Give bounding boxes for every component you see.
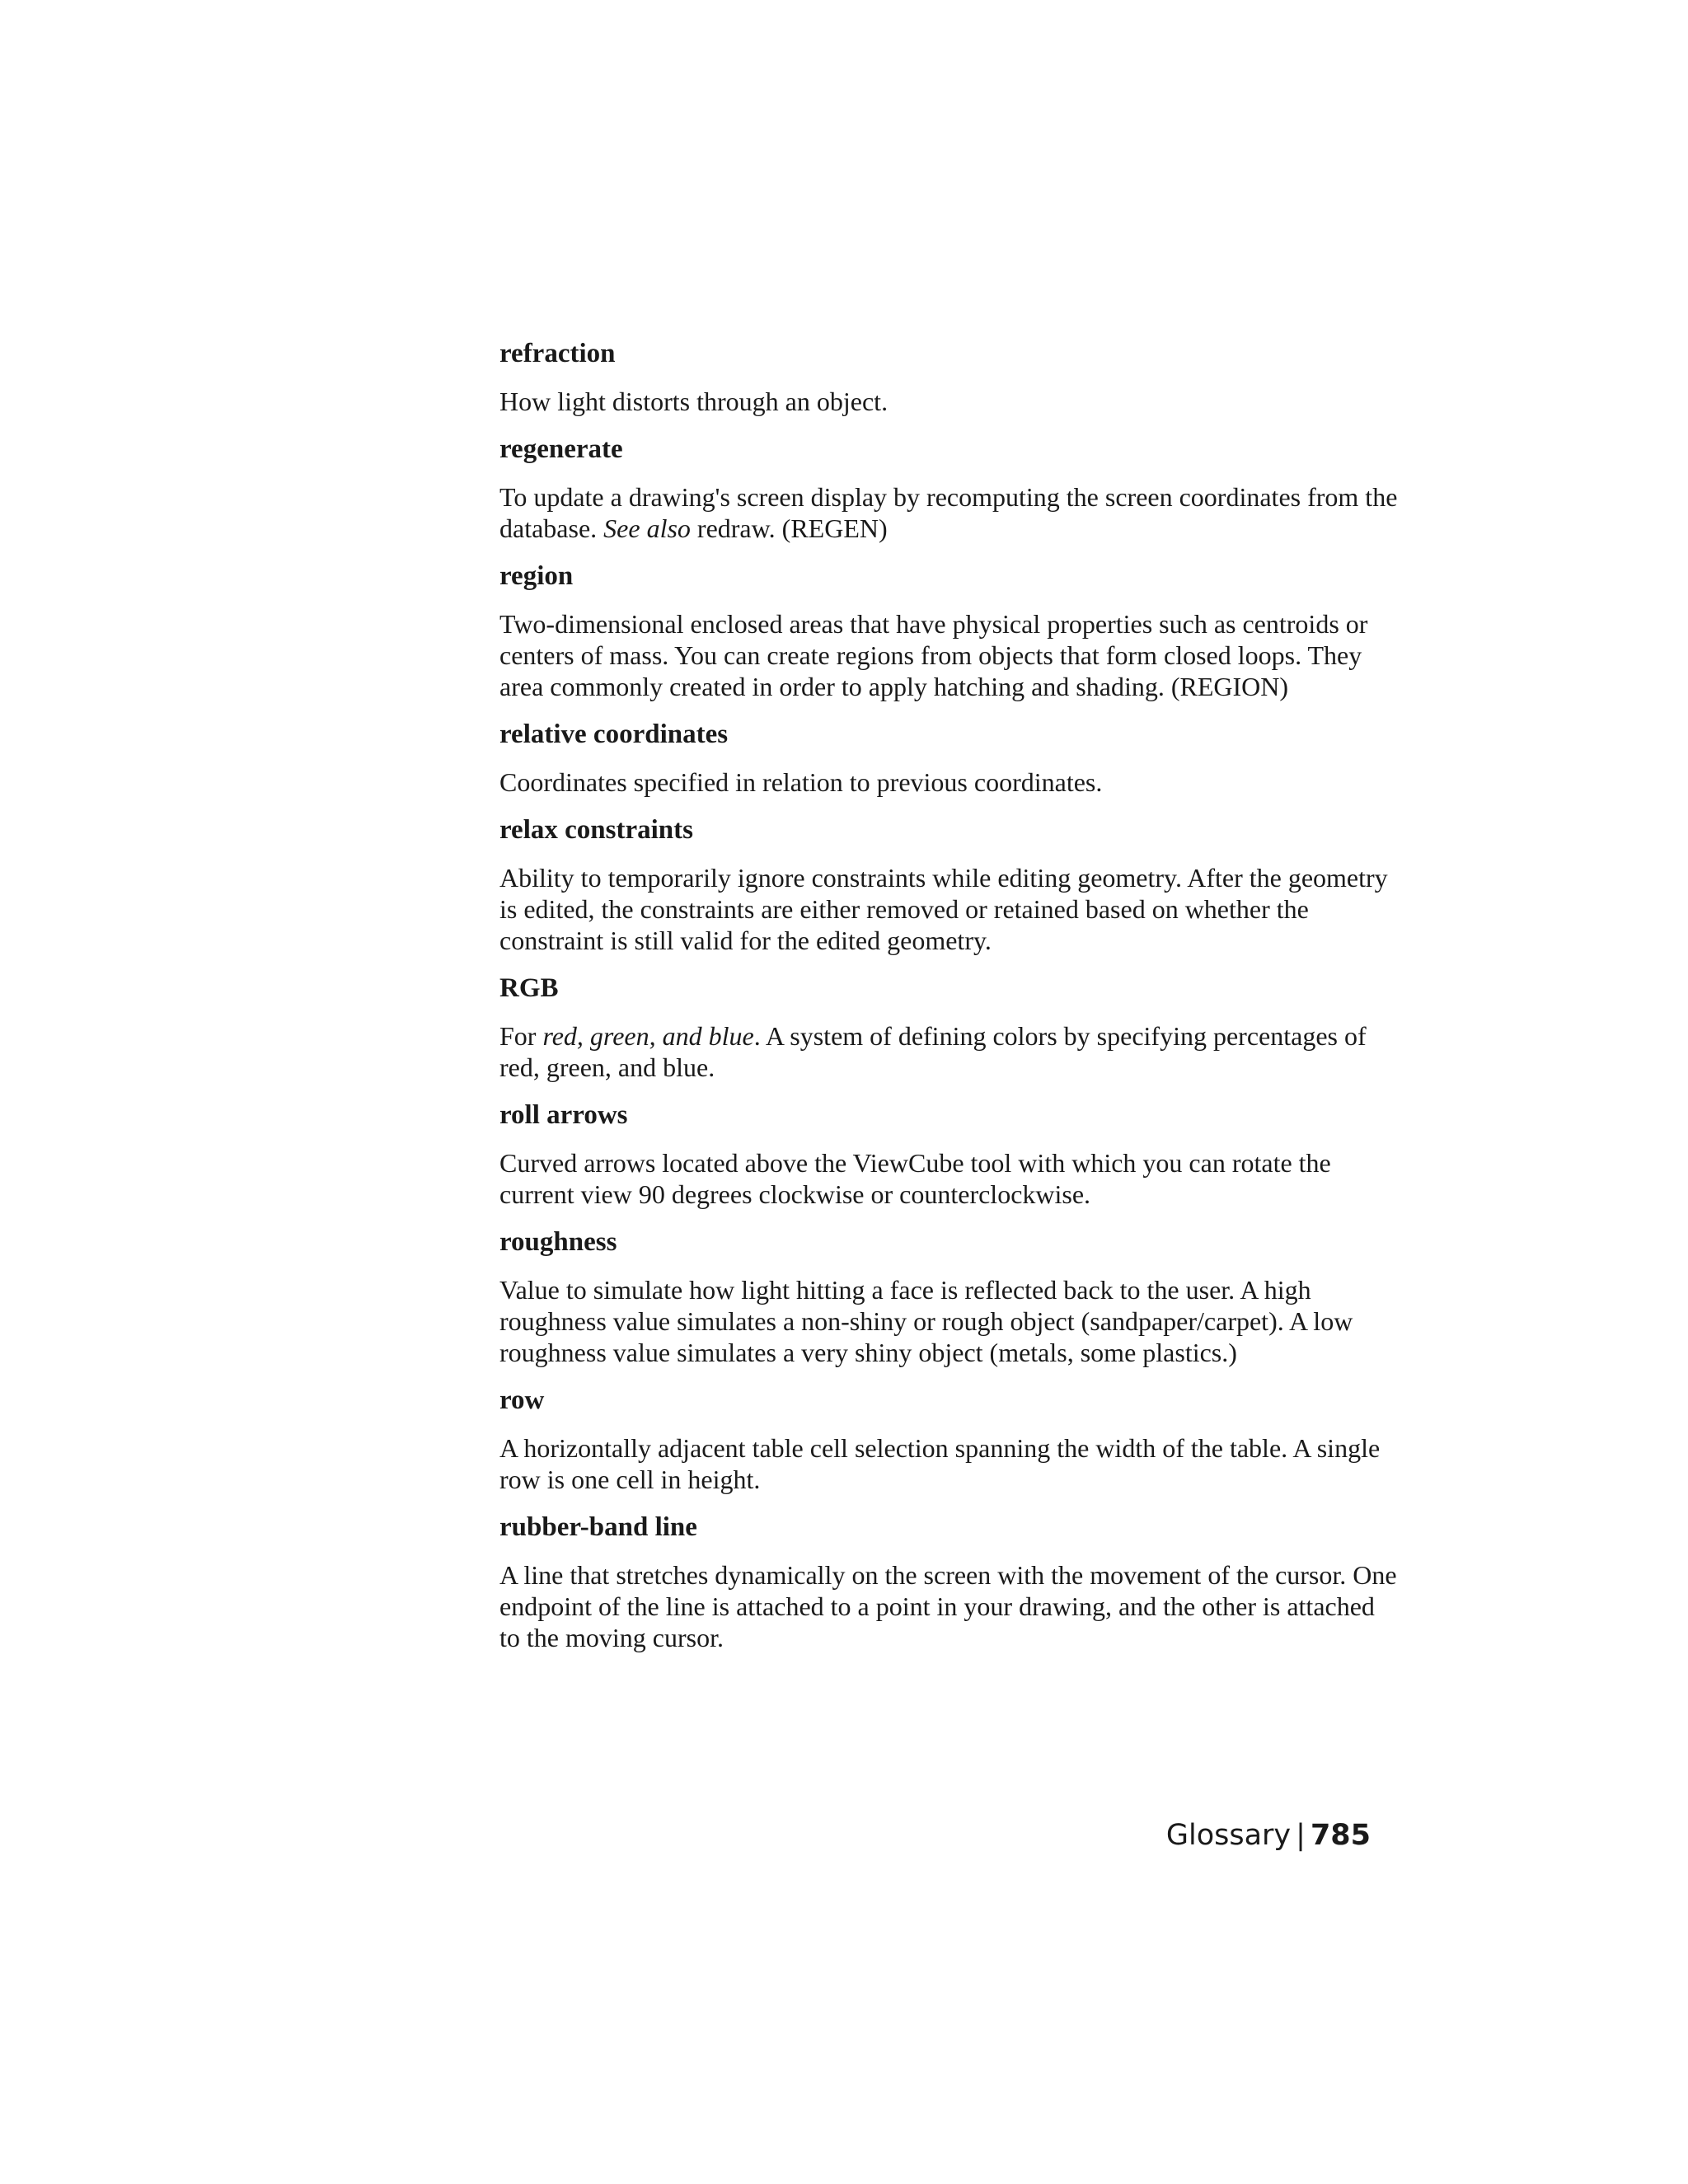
footer-separator: | — [1296, 1819, 1306, 1852]
glossary-term: row — [499, 1385, 545, 1415]
glossary-entry — [499, 1511, 1398, 1653]
glossary-definition — [499, 1274, 1398, 1368]
glossary-definition — [499, 481, 1398, 544]
glossary-entry — [499, 434, 1398, 544]
glossary-term: relax constraints — [499, 815, 693, 845]
glossary-definition — [499, 1559, 1398, 1653]
page-number: 785 — [1310, 1819, 1371, 1852]
glossary-definition — [499, 862, 1398, 956]
glossary-definition — [499, 1020, 1398, 1083]
glossary-term: regenerate — [499, 434, 623, 464]
glossary-definition — [499, 1147, 1398, 1210]
definition-text: A horizontally adjacent table cell selection spanning the width of the table. A single row is one cell in height. — [499, 1433, 1381, 1494]
glossary-term: RGB — [499, 973, 559, 1003]
glossary-entry — [499, 1385, 1398, 1495]
glossary-definition — [499, 608, 1398, 702]
definition-text: Ability to temporarily ignore constraints while editing geometry. After the geometry is edited, the constraints are either removed or retained based on whether the constraint is still valid for the edited geometry. — [499, 863, 1388, 955]
glossary-content — [499, 338, 1398, 1670]
definition-text: Two-dimensional enclosed areas that have physical properties such as centroids or centers of mass. You can create regions from objects that form closed loops. They area commonly created in order to apply hatching and shading. (REGION) — [499, 609, 1368, 701]
definition-text: redraw. (REGEN) — [690, 513, 888, 543]
glossary-entry — [499, 1226, 1398, 1368]
definition-text: How light distorts through an object. — [499, 387, 889, 416]
glossary-term: relative coordinates — [499, 719, 729, 749]
glossary-term: refraction — [499, 339, 616, 368]
definition-text: Coordinates specified in relation to previous coordinates. — [499, 767, 1103, 797]
glossary-entry — [499, 814, 1398, 956]
definition-text: A line that stretches dynamically on the screen with the movement of the cursor. One endpoint of the line is attached to a point in your drawing, and the other is attached to the moving cursor. — [499, 1560, 1397, 1652]
glossary-entry — [499, 719, 1398, 798]
glossary-term: region — [499, 561, 574, 591]
footer-section-title: Glossary — [1165, 1819, 1292, 1852]
glossary-term: roll arrows — [499, 1100, 628, 1130]
definition-italic-text: See also — [603, 513, 691, 543]
glossary-definition — [499, 1432, 1398, 1495]
glossary-entry — [499, 338, 1398, 417]
glossary-term: roughness — [499, 1227, 617, 1257]
glossary-definition — [499, 766, 1398, 798]
definition-text: To update a drawing's screen display by recomputing the screen coordinates from the database. — [499, 482, 1398, 543]
definition-italic-text: red, green, and blue — [542, 1021, 754, 1051]
definition-text: Curved arrows located above the ViewCube tool with which you can rotate the current view 90 degrees clockwise or counterclockwise. — [499, 1148, 1331, 1209]
glossary-entry — [499, 560, 1398, 702]
definition-text: For — [499, 1021, 543, 1051]
page-footer — [989, 1817, 1371, 1854]
definition-text: . A system of defining colors by specifying percentages of red, green, and blue. — [499, 1021, 1367, 1082]
glossary-definition — [499, 386, 1398, 417]
glossary-entry — [499, 1099, 1398, 1210]
glossary-term: rubber-band line — [499, 1512, 697, 1542]
definition-text: Value to simulate how light hitting a face is reflected back to the user. A high roughness value simulates a non-shiny or rough object (sandpaper/carpet). A low roughness value simulates a very shiny object (metals, some plastics.) — [499, 1275, 1353, 1367]
glossary-entry — [499, 972, 1398, 1083]
